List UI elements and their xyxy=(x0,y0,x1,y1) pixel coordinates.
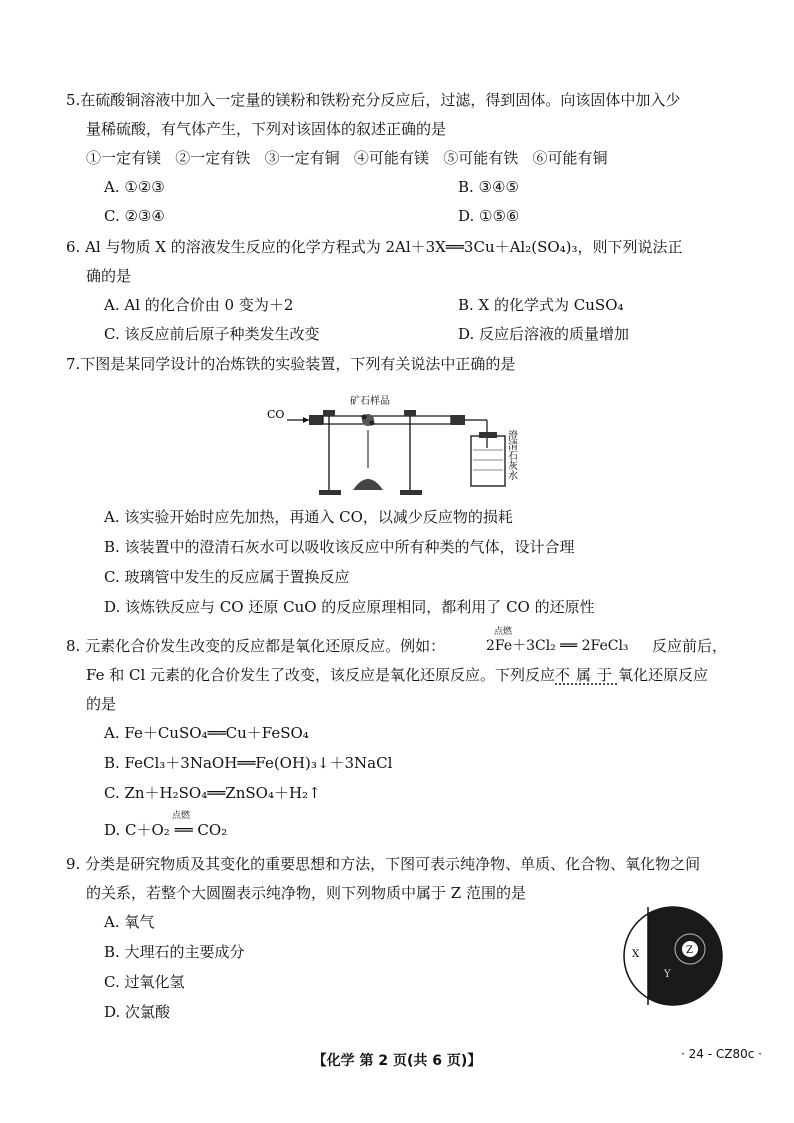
q7-option-c: C. 玻璃管中发生的反应属于置换反应 xyxy=(104,568,350,586)
q8-stem-1a: 8. 元素化合价发生改变的反应都是氧化还原反应。例如： xyxy=(66,637,446,655)
q8-stem-1b: 反应前后， xyxy=(652,637,728,655)
q5-option-c: C. ②③④ xyxy=(104,207,165,225)
q8-example-equation: 2Fe＋3Cl₂ ══ 2FeCl₃ xyxy=(486,638,629,654)
q8-option-a: A. Fe＋CuSO₄══Cu＋FeSO₄ xyxy=(104,724,309,742)
q7-option-b: B. 该装置中的澄清石灰水可以吸收该反应中所有种类的气体，设计合理 xyxy=(104,538,575,556)
q5-stem-2: 量稀硫酸，有气体产生，下列对该固体的叙述正确的是 xyxy=(86,120,447,138)
q9-option-c: C. 过氧化氢 xyxy=(104,973,185,991)
q8-option-b: B. FeCl₃＋3NaOH══Fe(OH)₃↓＋3NaCl xyxy=(104,754,393,772)
q8-stem-2 xyxy=(86,665,708,685)
q6-option-b: B. X 的化学式为 CuSO₄ xyxy=(458,296,624,314)
q9-option-b: B. 大理石的主要成分 xyxy=(104,943,245,961)
q6-option-a: A. Al 的化合价由 0 变为＋2 xyxy=(104,296,294,314)
q8-option-d-condition: 点燃 xyxy=(172,811,191,821)
paper-code: · 24 - CZ80c · xyxy=(681,1047,762,1061)
page-footer: 【化学 第 2 页(共 6 页)】 xyxy=(312,1053,482,1069)
q9-option-a: A. 氧气 xyxy=(104,913,155,931)
ore-sample-label: 矿石样品 xyxy=(350,396,390,407)
q5-items: ①一定有镁 ②一定有铁 ③一定有铜 ④可能有镁 ⑤可能有铁 ⑥可能有铜 xyxy=(86,149,608,167)
q7-option-d: D. 该炼铁反应与 CO 还原 CuO 的反应原理相同，都利用了 CO 的还原性 xyxy=(104,598,595,616)
x-label: X xyxy=(632,949,640,960)
q9-stem-1: 9. 分类是研究物质及其变化的重要思想和方法，下图可表示纯净物、单质、化合物、氧化物之间 xyxy=(66,855,701,873)
y-label: Y xyxy=(664,969,671,980)
q5-stem-1: 5.在硫酸铜溶液中加入一定量的镁粉和铁粉充分反应后，过滤，得到固体。向该固体中加入少 xyxy=(66,91,681,109)
q5-option-d: D. ①⑤⑥ xyxy=(458,207,520,225)
limewater-label: 澄清石灰水 xyxy=(505,430,517,480)
q8-eq-condition: 点燃 xyxy=(494,627,513,637)
q6-option-c: C. 该反应前后原子种类发生改变 xyxy=(104,325,320,343)
q8-option-c: C. Zn＋H₂SO₄══ZnSO₄＋H₂↑ xyxy=(104,784,321,802)
q8-option-d: D. C＋O₂ ══ CO₂ xyxy=(104,821,228,839)
q6-stem-2: 确的是 xyxy=(86,267,132,285)
classification-circle-figure xyxy=(622,905,724,1007)
q5-option-b: B. ③④⑤ xyxy=(458,178,519,196)
q8-stem-2b: 氧化还原反应 xyxy=(618,666,709,684)
z-label: Z xyxy=(686,945,693,956)
q8-emphasis: 不属于 xyxy=(555,666,619,684)
co-label: CO xyxy=(267,408,285,421)
q8-stem-2a: Fe 和 Cl 元素的化合价发生了改变，该反应是氧化还原反应。下列反应 xyxy=(86,666,556,684)
q8-stem-3: 的是 xyxy=(86,695,117,713)
q6-option-d: D. 反应后溶液的质量增加 xyxy=(458,325,630,343)
q6-stem-1: 6. Al 与物质 X 的溶液发生反应的化学方程式为 2Al＋3X══3Cu＋Al₂(SO₄)₃，则下列说法正 xyxy=(66,238,683,256)
q5-option-a: A. ①②③ xyxy=(104,178,165,196)
q9-stem-2: 的关系，若整个大圆圈表示纯净物，则下列物质中属于 Z 范围的是 xyxy=(86,884,526,902)
iron-smelting-apparatus-figure xyxy=(265,390,525,500)
q7-stem: 7.下图是某同学设计的冶炼铁的实验装置，下列有关说法中正确的是 xyxy=(66,355,516,373)
q7-option-a: A. 该实验开始时应先加热，再通入 CO，以减少反应物的损耗 xyxy=(104,508,513,526)
q9-option-d: D. 次氯酸 xyxy=(104,1003,171,1021)
